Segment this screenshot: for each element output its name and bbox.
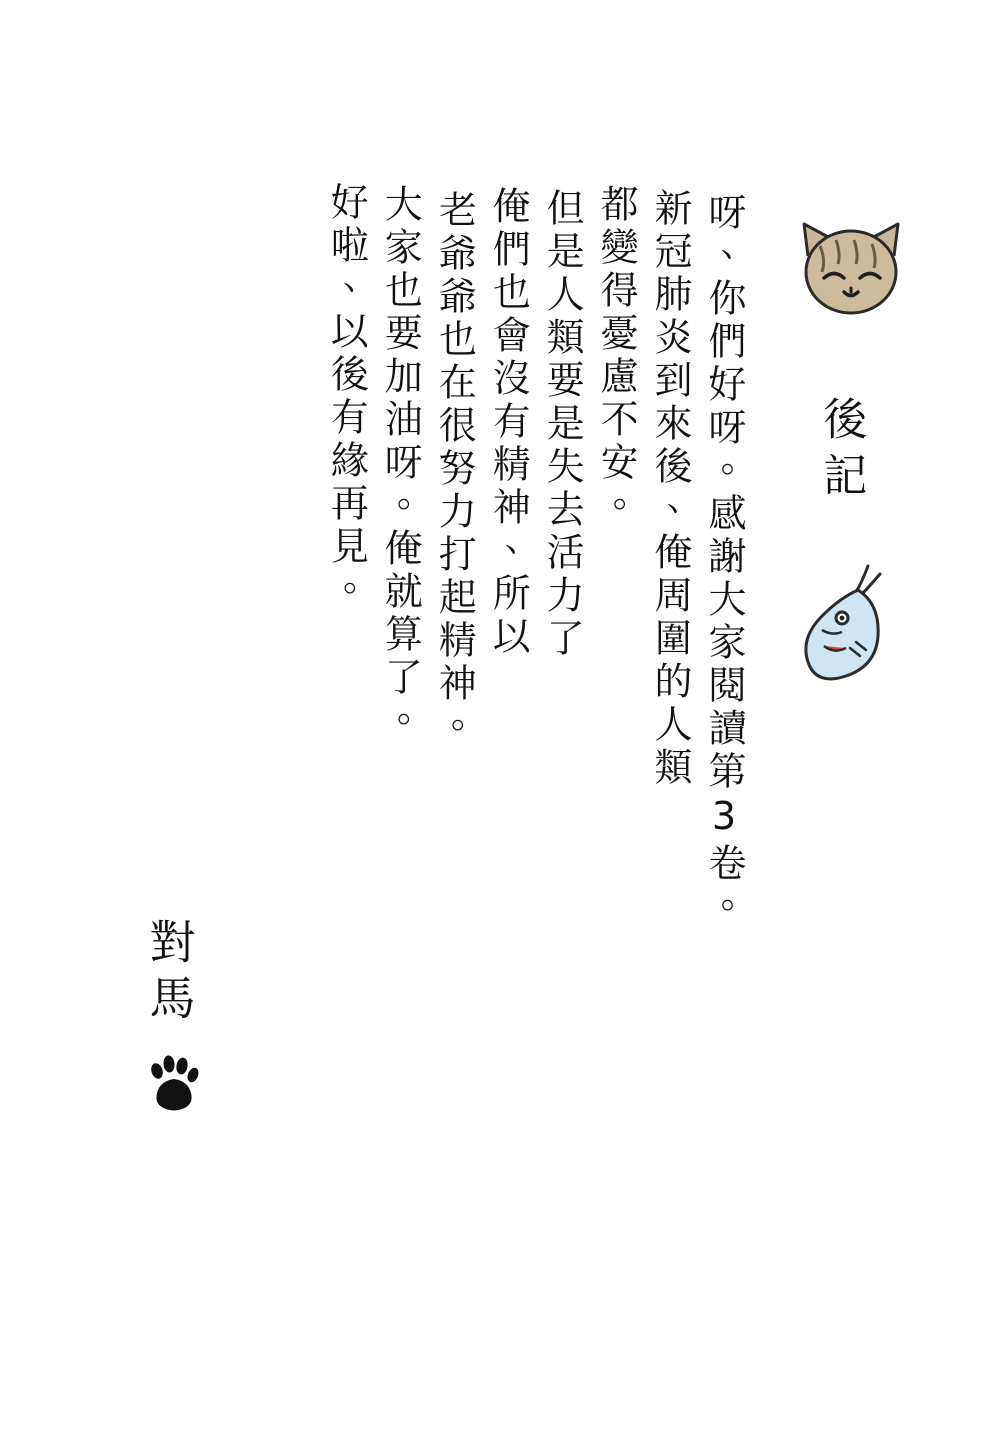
text-column: 新冠肺炎到來後、俺周圍的人類: [648, 188, 693, 790]
afterword-text: [170, 180, 750, 1180]
text-column: 但是人類要是失去活力了: [540, 188, 585, 661]
text-column: 俺們也會沒有精神、所以: [486, 186, 531, 659]
text-column: 呀、你們好呀。感謝大家閱讀第3卷。: [702, 192, 746, 929]
page-title: 後記: [815, 396, 867, 508]
text-column: 老爺爺也在很努力打起精神。: [432, 190, 477, 749]
text-column: 好啦、以後有緣再見。: [324, 182, 369, 612]
signature: 對馬: [142, 918, 197, 1030]
cat-face-doodle: [792, 212, 910, 320]
text-column: 都變得憂慮不安。: [594, 184, 639, 528]
paw-print-icon: [148, 1055, 200, 1113]
text-column: 大家也要加油呀。俺就算了。: [378, 184, 423, 743]
fish-doodle: [798, 556, 900, 688]
